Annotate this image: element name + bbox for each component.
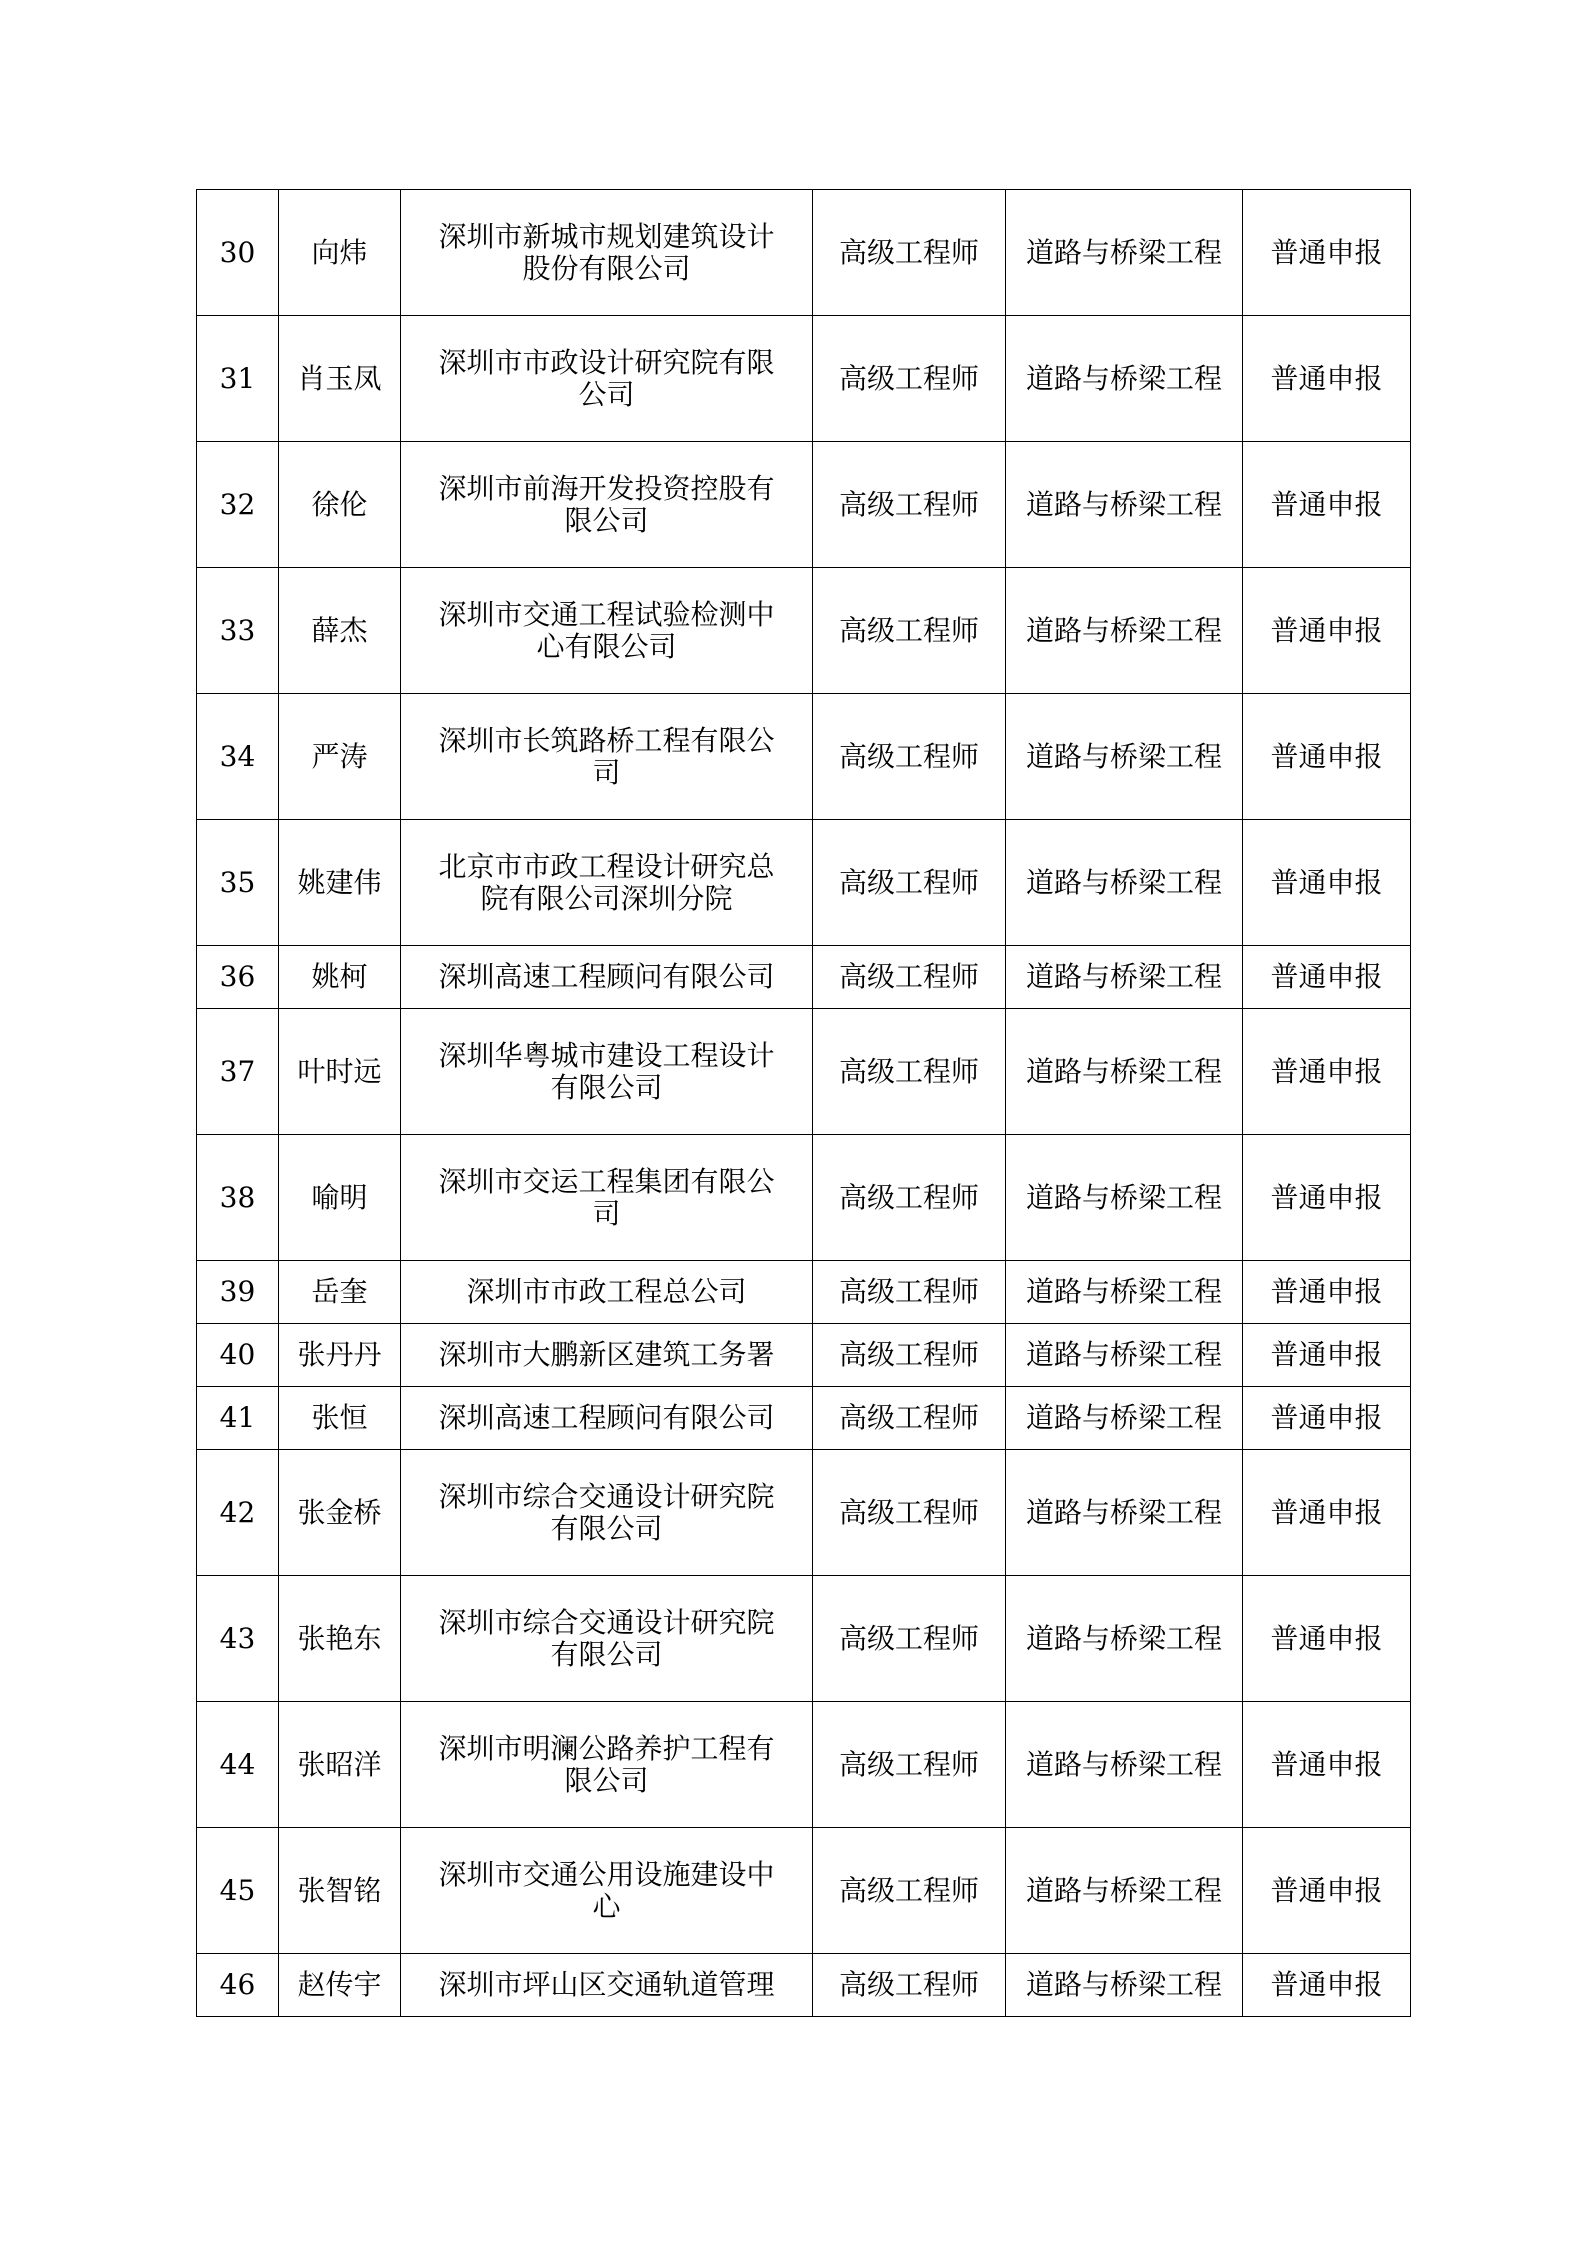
row-number-cell: 32 <box>197 442 279 568</box>
work-unit-line: 深圳市明澜公路养护工程有 <box>438 1731 775 1765</box>
work-unit-line: 有限公司 <box>550 1637 663 1671</box>
specialty-cell: 道路与桥梁工程 <box>1006 1954 1243 2017</box>
specialty-cell: 道路与桥梁工程 <box>1006 1828 1243 1954</box>
work-unit-cell <box>401 1954 813 2017</box>
row-number-cell: 33 <box>197 568 279 694</box>
specialty-cell: 道路与桥梁工程 <box>1006 820 1243 946</box>
applicant-name-cell: 张金桥 <box>279 1450 401 1576</box>
applicant-name-cell: 张恒 <box>279 1387 401 1450</box>
row-number-cell: 44 <box>197 1702 279 1828</box>
qualification-title-cell: 高级工程师 <box>813 820 1006 946</box>
work-unit-cell <box>401 316 813 442</box>
work-unit-line: 深圳市前海开发投资控股有 <box>438 471 775 505</box>
row-number-cell: 31 <box>197 316 279 442</box>
specialty-cell: 道路与桥梁工程 <box>1006 190 1243 316</box>
work-unit-line: 院有限公司深圳分院 <box>480 881 733 915</box>
application-method-cell: 普通申报 <box>1243 1828 1411 1954</box>
applicant-table-body <box>197 190 1411 2017</box>
work-unit-line: 深圳市大鹏新区建筑工务署 <box>438 1338 775 1371</box>
table-row <box>197 568 1411 694</box>
qualification-title-cell: 高级工程师 <box>813 1954 1006 2017</box>
application-method-cell: 普通申报 <box>1243 694 1411 820</box>
application-method-cell: 普通申报 <box>1243 316 1411 442</box>
table-row <box>197 1387 1411 1450</box>
applicant-name-cell: 张昭洋 <box>279 1702 401 1828</box>
row-number-cell: 36 <box>197 946 279 1009</box>
qualification-title-cell: 高级工程师 <box>813 190 1006 316</box>
application-method-cell: 普通申报 <box>1243 190 1411 316</box>
application-method-cell: 普通申报 <box>1243 1009 1411 1135</box>
applicant-name-cell: 向炜 <box>279 190 401 316</box>
work-unit-line: 北京市市政工程设计研究总 <box>438 849 775 883</box>
work-unit-cell <box>401 1135 813 1261</box>
specialty-cell: 道路与桥梁工程 <box>1006 1135 1243 1261</box>
work-unit-cell <box>401 1009 813 1135</box>
qualification-title-cell: 高级工程师 <box>813 1324 1006 1387</box>
work-unit-cell <box>401 694 813 820</box>
applicant-name-cell: 严涛 <box>279 694 401 820</box>
application-method-cell: 普通申报 <box>1243 568 1411 694</box>
applicant-name-cell: 赵传宇 <box>279 1954 401 2017</box>
specialty-cell: 道路与桥梁工程 <box>1006 568 1243 694</box>
row-number-cell: 30 <box>197 190 279 316</box>
application-method-cell: 普通申报 <box>1243 946 1411 1009</box>
qualification-title-cell: 高级工程师 <box>813 1702 1006 1828</box>
work-unit-line: 深圳市市政工程总公司 <box>466 1275 747 1308</box>
row-number-cell: 40 <box>197 1324 279 1387</box>
applicant-name-cell: 薛杰 <box>279 568 401 694</box>
work-unit-cell <box>401 820 813 946</box>
work-unit-line: 深圳市长筑路桥工程有限公 <box>438 723 775 757</box>
table-row <box>197 316 1411 442</box>
work-unit-cell <box>401 946 813 1009</box>
applicant-name-cell: 姚建伟 <box>279 820 401 946</box>
table-row <box>197 1954 1411 2017</box>
work-unit-cell <box>401 190 813 316</box>
table-row <box>197 190 1411 316</box>
row-number-cell: 34 <box>197 694 279 820</box>
specialty-cell: 道路与桥梁工程 <box>1006 1009 1243 1135</box>
work-unit-line: 深圳市坪山区交通轨道管理 <box>438 1968 775 2001</box>
qualification-title-cell: 高级工程师 <box>813 1450 1006 1576</box>
work-unit-line: 有限公司 <box>550 1070 663 1104</box>
specialty-cell: 道路与桥梁工程 <box>1006 1324 1243 1387</box>
application-method-cell: 普通申报 <box>1243 1954 1411 2017</box>
qualification-title-cell: 高级工程师 <box>813 1387 1006 1450</box>
work-unit-line: 心 <box>592 1889 621 1923</box>
row-number-cell: 43 <box>197 1576 279 1702</box>
work-unit-line: 深圳市综合交通设计研究院 <box>438 1605 775 1639</box>
work-unit-line: 司 <box>592 1196 621 1230</box>
application-method-cell: 普通申报 <box>1243 1702 1411 1828</box>
application-method-cell: 普通申报 <box>1243 1576 1411 1702</box>
work-unit-cell <box>401 1828 813 1954</box>
specialty-cell: 道路与桥梁工程 <box>1006 694 1243 820</box>
row-number-cell: 42 <box>197 1450 279 1576</box>
work-unit-line: 深圳市交运工程集团有限公 <box>438 1164 775 1198</box>
specialty-cell: 道路与桥梁工程 <box>1006 946 1243 1009</box>
qualification-title-cell: 高级工程师 <box>813 442 1006 568</box>
applicant-name-cell: 肖玉凤 <box>279 316 401 442</box>
table-row <box>197 694 1411 820</box>
work-unit-cell <box>401 1450 813 1576</box>
qualification-title-cell: 高级工程师 <box>813 694 1006 820</box>
work-unit-line: 司 <box>592 755 621 789</box>
work-unit-cell <box>401 1702 813 1828</box>
application-method-cell: 普通申报 <box>1243 1324 1411 1387</box>
work-unit-line: 深圳市交通公用设施建设中 <box>438 1857 775 1891</box>
table-row <box>197 1324 1411 1387</box>
row-number-cell: 46 <box>197 1954 279 2017</box>
work-unit-line: 心有限公司 <box>536 629 677 663</box>
work-unit-line: 限公司 <box>564 503 649 537</box>
table-row <box>197 1135 1411 1261</box>
qualification-title-cell: 高级工程师 <box>813 1261 1006 1324</box>
qualification-title-cell: 高级工程师 <box>813 1828 1006 1954</box>
applicant-name-cell: 张智铭 <box>279 1828 401 1954</box>
row-number-cell: 41 <box>197 1387 279 1450</box>
applicant-name-cell: 张丹丹 <box>279 1324 401 1387</box>
specialty-cell: 道路与桥梁工程 <box>1006 1702 1243 1828</box>
row-number-cell: 45 <box>197 1828 279 1954</box>
applicant-name-cell: 张艳东 <box>279 1576 401 1702</box>
work-unit-cell <box>401 1576 813 1702</box>
application-method-cell: 普通申报 <box>1243 820 1411 946</box>
qualification-title-cell: 高级工程师 <box>813 1135 1006 1261</box>
table-row <box>197 1261 1411 1324</box>
specialty-cell: 道路与桥梁工程 <box>1006 1387 1243 1450</box>
qualification-title-cell: 高级工程师 <box>813 316 1006 442</box>
table-row <box>197 1702 1411 1828</box>
specialty-cell: 道路与桥梁工程 <box>1006 1576 1243 1702</box>
work-unit-line: 深圳市综合交通设计研究院 <box>438 1479 775 1513</box>
work-unit-line: 股份有限公司 <box>522 251 691 285</box>
work-unit-line: 限公司 <box>564 1763 649 1797</box>
application-method-cell: 普通申报 <box>1243 1387 1411 1450</box>
work-unit-line: 深圳市市政设计研究院有限 <box>438 345 775 379</box>
qualification-title-cell: 高级工程师 <box>813 1576 1006 1702</box>
table-row <box>197 1009 1411 1135</box>
work-unit-line: 深圳高速工程顾问有限公司 <box>438 960 775 993</box>
work-unit-cell <box>401 1261 813 1324</box>
table-row <box>197 1828 1411 1954</box>
work-unit-line: 深圳市交通工程试验检测中 <box>438 597 775 631</box>
applicant-name-cell: 徐伦 <box>279 442 401 568</box>
applicant-table <box>196 189 1411 2017</box>
table-row <box>197 820 1411 946</box>
work-unit-cell <box>401 442 813 568</box>
table-row <box>197 442 1411 568</box>
work-unit-cell <box>401 1387 813 1450</box>
table-row <box>197 1576 1411 1702</box>
work-unit-line: 有限公司 <box>550 1511 663 1545</box>
applicant-name-cell: 姚柯 <box>279 946 401 1009</box>
work-unit-line: 深圳华粤城市建设工程设计 <box>438 1038 775 1072</box>
work-unit-line: 深圳高速工程顾问有限公司 <box>438 1401 775 1434</box>
work-unit-cell <box>401 1324 813 1387</box>
qualification-title-cell: 高级工程师 <box>813 946 1006 1009</box>
specialty-cell: 道路与桥梁工程 <box>1006 442 1243 568</box>
applicant-name-cell: 喻明 <box>279 1135 401 1261</box>
application-method-cell: 普通申报 <box>1243 1261 1411 1324</box>
qualification-title-cell: 高级工程师 <box>813 568 1006 694</box>
table-row <box>197 1450 1411 1576</box>
work-unit-line: 深圳市新城市规划建筑设计 <box>438 219 775 253</box>
work-unit-line: 公司 <box>578 377 635 411</box>
row-number-cell: 38 <box>197 1135 279 1261</box>
specialty-cell: 道路与桥梁工程 <box>1006 1261 1243 1324</box>
application-method-cell: 普通申报 <box>1243 442 1411 568</box>
specialty-cell: 道路与桥梁工程 <box>1006 316 1243 442</box>
table-row <box>197 946 1411 1009</box>
specialty-cell: 道路与桥梁工程 <box>1006 1450 1243 1576</box>
qualification-title-cell: 高级工程师 <box>813 1009 1006 1135</box>
application-method-cell: 普通申报 <box>1243 1450 1411 1576</box>
row-number-cell: 35 <box>197 820 279 946</box>
applicant-name-cell: 岳奎 <box>279 1261 401 1324</box>
applicant-name-cell: 叶时远 <box>279 1009 401 1135</box>
application-method-cell: 普通申报 <box>1243 1135 1411 1261</box>
row-number-cell: 37 <box>197 1009 279 1135</box>
work-unit-cell <box>401 568 813 694</box>
row-number-cell: 39 <box>197 1261 279 1324</box>
